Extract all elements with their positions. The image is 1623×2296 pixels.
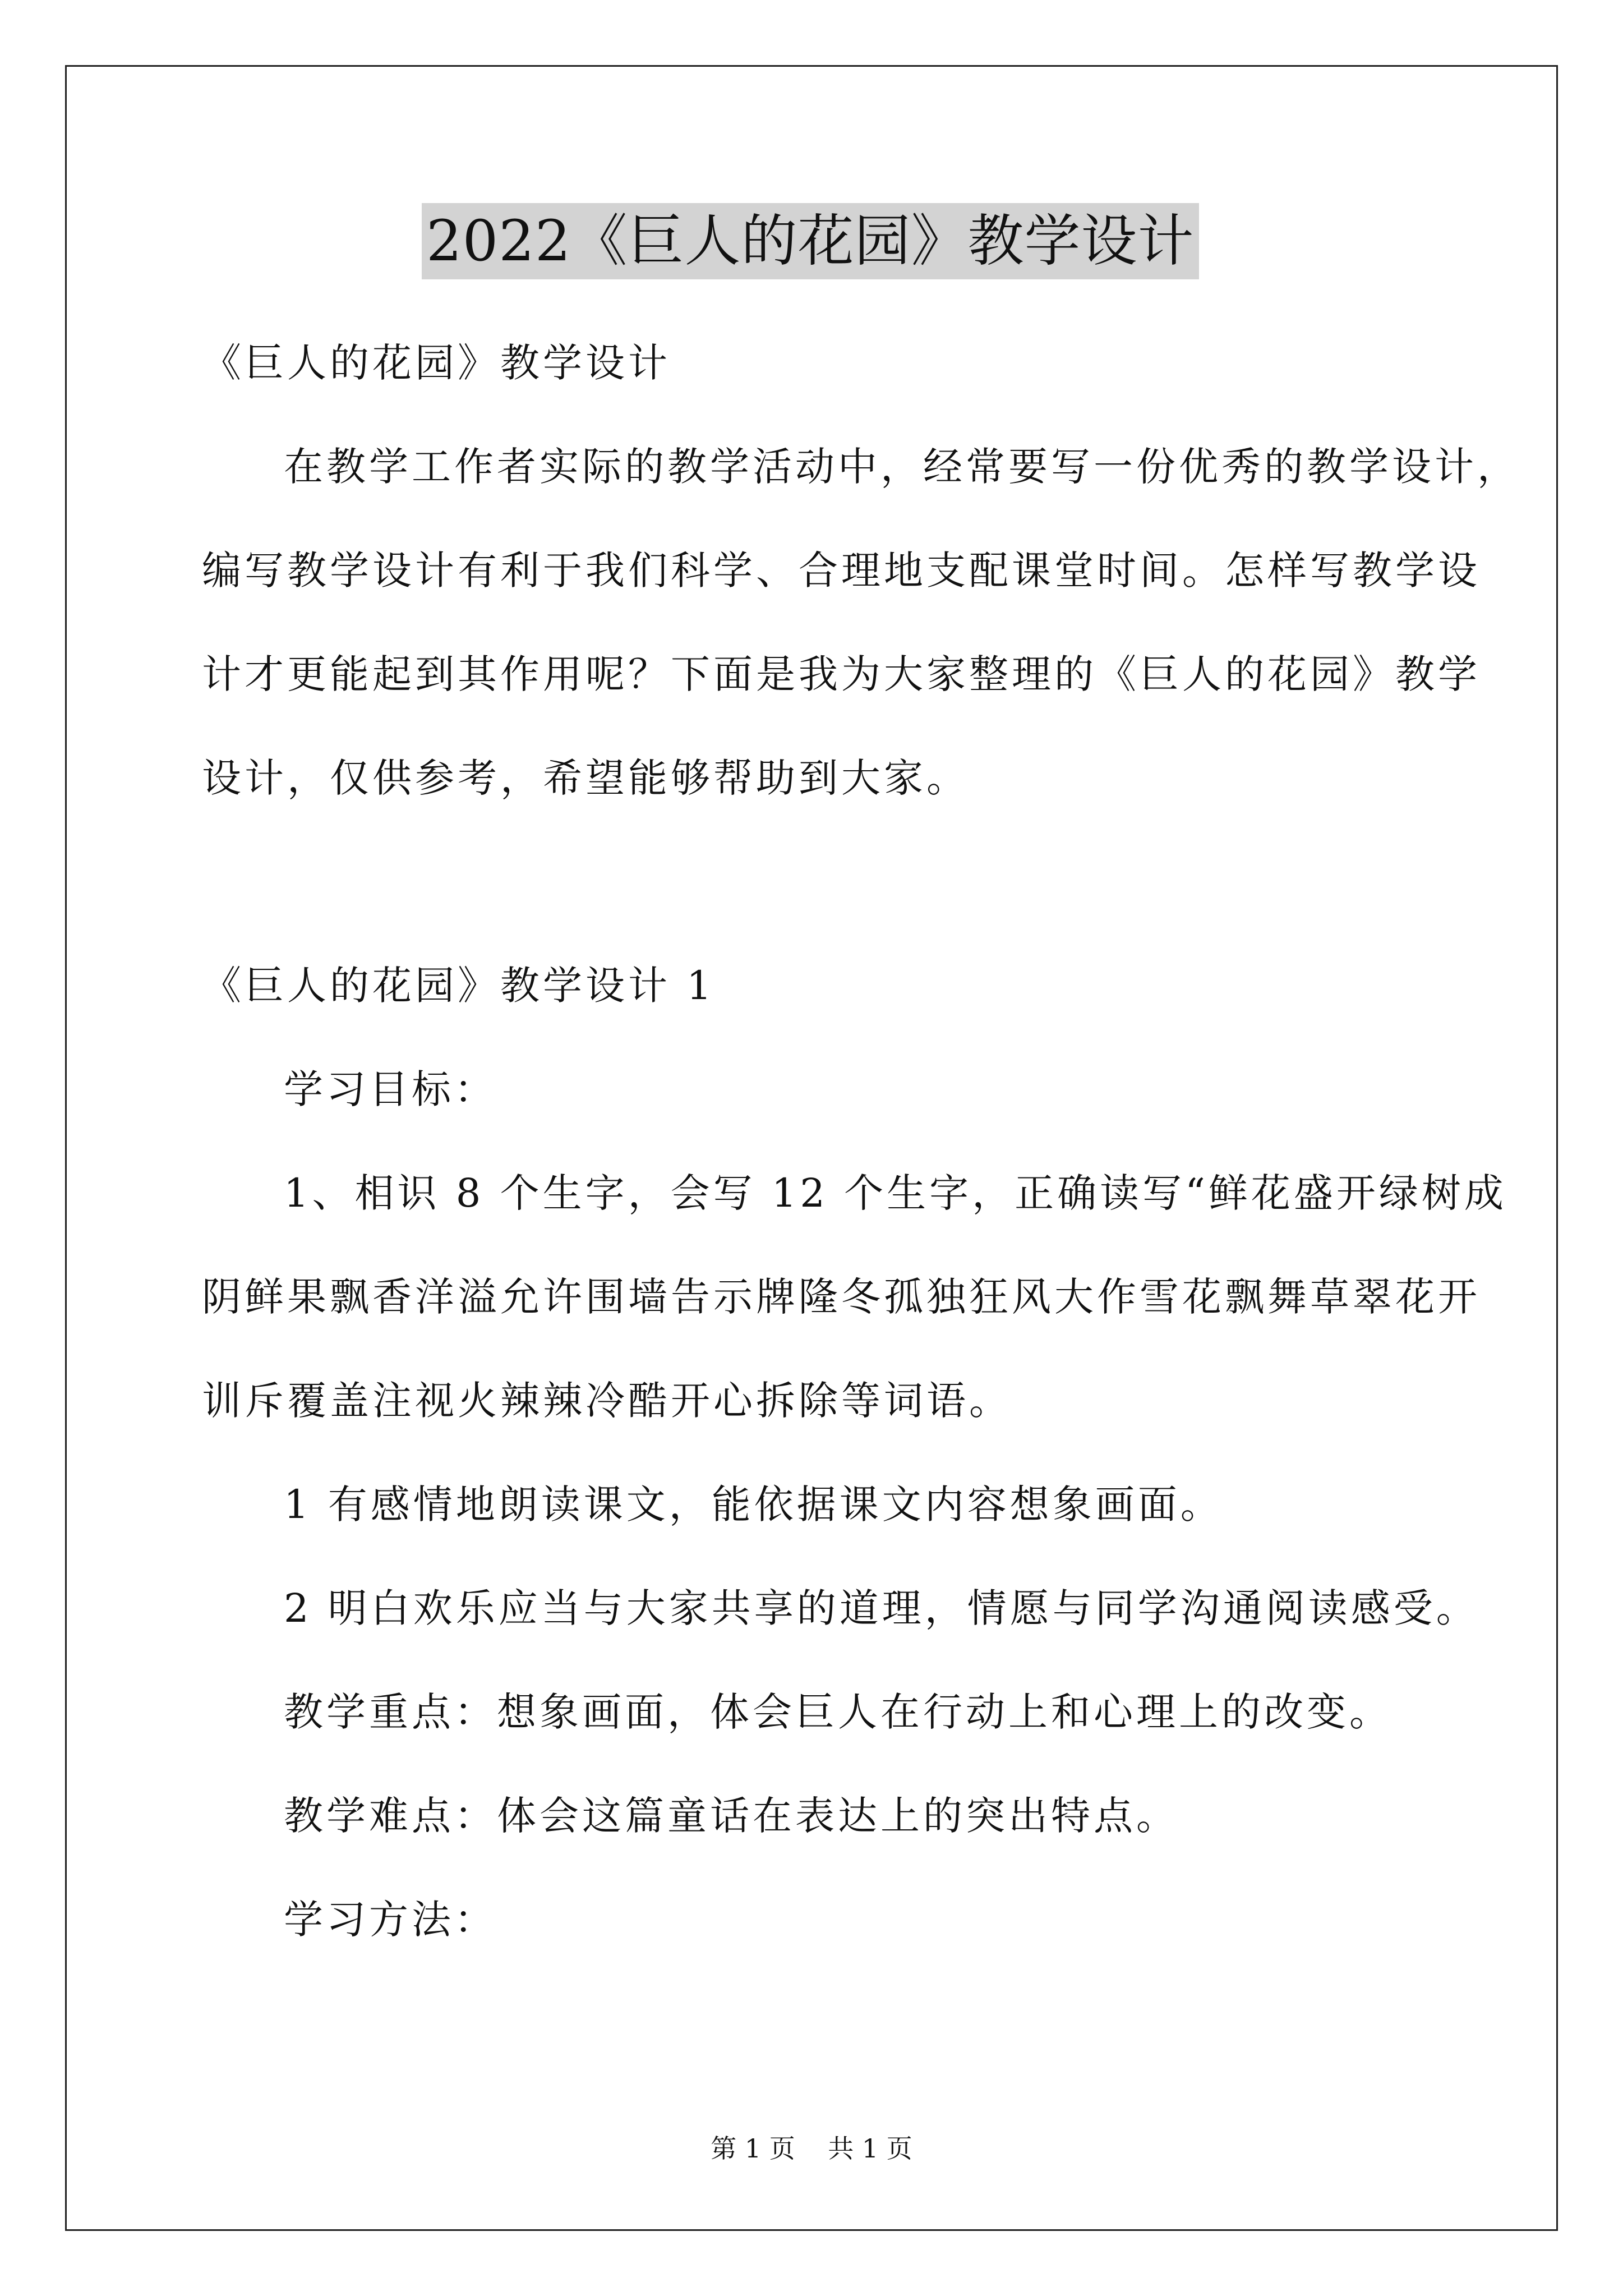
section-heading: 《巨人的花园》教学设计 1: [202, 963, 715, 1009]
page-footer: 第 1 页 共 1 页: [711, 2133, 912, 2164]
intro-line: 计才更能起到其作用呢？下面是我为大家整理的《巨人的花园》教学: [202, 651, 1481, 697]
objective-line: 1、相识 8 个生字，会写 12 个生字，正确读写“鲜花盛开绿树成: [284, 1170, 1507, 1216]
intro-line: 在教学工作者实际的教学活动中，经常要写一份优秀的教学设计，: [284, 444, 1520, 490]
objective-item: 2 明白欢乐应当与大家共享的道理，情愿与同学沟通阅读感受。: [284, 1585, 1479, 1631]
objective-line: 训斥覆盖注视火辣辣冷酷开心拆除等词语。: [202, 1378, 1012, 1424]
document-body: [202, 311, 1520, 1972]
document-title: 2022《巨人的花园》教学设计: [422, 203, 1199, 279]
difficult-point: 教学难点：体会这篇童话在表达上的突出特点。: [284, 1793, 1179, 1839]
blank-line: [202, 830, 1436, 934]
intro-line: 设计，仅供参考，希望能够帮助到大家。: [202, 755, 969, 801]
objective-item: 1 有感情地朗读课文，能依据课文内容想象画面。: [284, 1481, 1223, 1527]
subtitle: 《巨人的花园》教学设计: [202, 340, 671, 386]
methods-label: 学习方法：: [284, 1897, 497, 1943]
intro-line: 编写教学设计有利于我们科学、合理地支配课堂时间。怎样写教学设: [202, 547, 1481, 593]
objective-line: 阴鲜果飘香洋溢允许围墙告示牌隆冬孤独狂风大作雪花飘舞草翠花开: [202, 1274, 1481, 1320]
objectives-label: 学习目标：: [284, 1066, 497, 1112]
key-point: 教学重点：想象画面，体会巨人在行动上和心理上的改变。: [284, 1689, 1392, 1735]
